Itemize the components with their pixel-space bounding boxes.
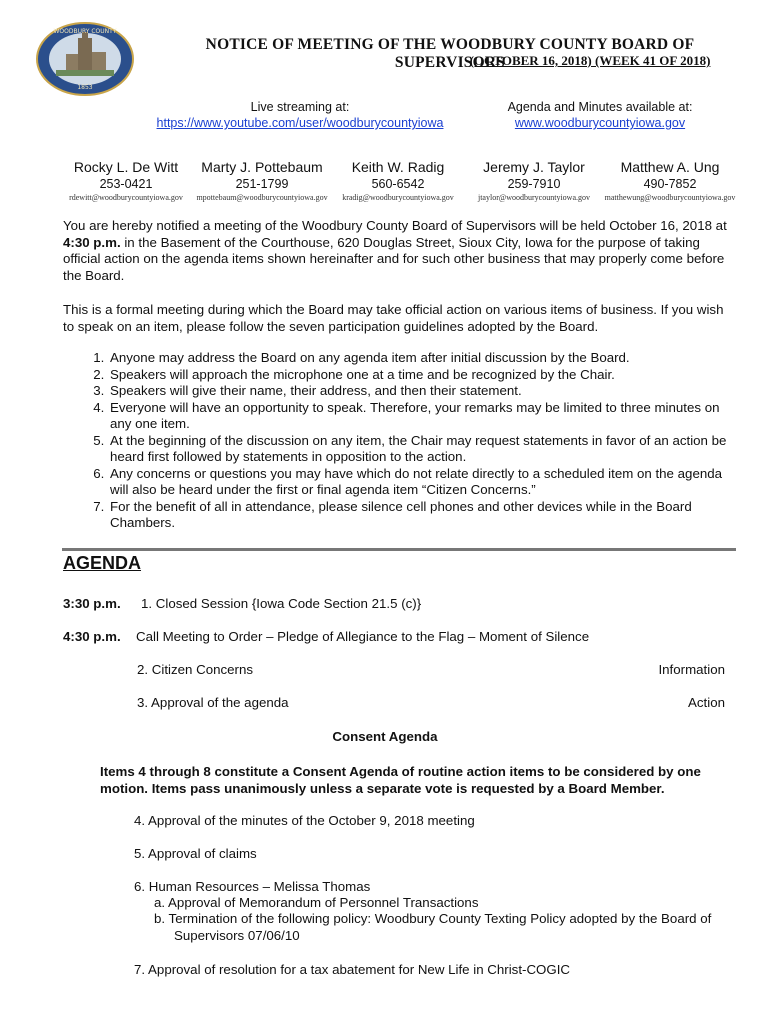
- county-seal: [36, 22, 134, 96]
- agenda-item-call-to-order: Call Meeting to Order – Pledge of Allegiance to the Flag – Moment of Silence: [136, 629, 590, 644]
- member-email[interactable]: matthewung@woodburycountyiowa.gov: [604, 193, 736, 202]
- member-phone: 259-7910: [507, 177, 561, 191]
- member-phone: 490-7852: [643, 177, 697, 191]
- board-member: [602, 158, 738, 204]
- agenda-item-7: 7. Approval of resolution for a tax abatement for New Life in Christ-COGIC: [134, 962, 571, 977]
- minutes-link[interactable]: www.woodburycountyiowa.gov: [514, 116, 686, 130]
- member-name: Jeremy J. Taylor: [483, 159, 585, 175]
- board-member: [58, 158, 194, 204]
- minutes-label: Agenda and Minutes available at:: [507, 100, 693, 114]
- guideline-item: 6. Any concerns or questions you may have which do not relate directly to a scheduled item on the agenda will also be heard under the first or final agenda item “Citizen Concerns.”: [108, 466, 733, 499]
- agenda-item-6b: b. Termination of the following policy: Woodbury County Texting Policy adopted by the Board of Supervisors 07/06/10: [154, 911, 712, 943]
- minutes-block: [470, 99, 730, 131]
- board-member: [330, 158, 466, 204]
- board-member: [194, 158, 330, 204]
- guideline-item: 3. Speakers will give their name, their address, and then their statement.: [108, 383, 733, 400]
- agenda-time: 3:30 p.m.: [63, 596, 121, 611]
- notice-text-end: in the Basement of the Courthouse, 620 Douglas Street, Sioux City, Iowa for the purpose of taking official action on the agenda items shown hereinafter and for such other business that may properly come before the Board.: [63, 234, 725, 283]
- item-type-information: Information: [658, 662, 725, 677]
- page-title: NOTICE OF MEETING OF THE WOODBURY COUNTY BOARD OF SUPERVISORS: [205, 36, 695, 71]
- meeting-date: (OCTOBER 16, 2018) (WEEK 41 OF 2018): [469, 53, 711, 68]
- guideline-item: 5. At the beginning of the discussion on any item, the Chair may request statements in favor of an action be heard first followed by statements in opposition to the action.: [108, 433, 733, 466]
- member-phone: 560-6542: [371, 177, 425, 191]
- agenda-item-4: 4. Approval of the minutes of the October 9, 2018 meeting: [134, 813, 475, 828]
- member-name: Matthew A. Ung: [620, 159, 720, 175]
- seal-year: 1853: [77, 84, 93, 91]
- guidelines-intro: This is a formal meeting during which the Board may take official action on various items of business. If you wish to speak on an item, please follow the seven participation guidelines adopted by the Board.: [63, 302, 724, 334]
- member-name: Marty J. Pottebaum: [201, 159, 323, 175]
- board-members: [58, 158, 738, 204]
- consent-agenda-note: Items 4 through 8 constitute a Consent Agenda of routine action items to be considered by one motion. Items pass unanimously unless a separate vote is requested by a Board Member.: [100, 764, 701, 796]
- member-phone: 253-0421: [99, 177, 153, 191]
- meeting-time: 4:30 p.m.: [63, 234, 121, 250]
- streaming-block: [150, 99, 450, 131]
- guideline-item: 1. Anyone may address the Board on any agenda item after initial discussion by the Board.: [108, 350, 733, 367]
- item-type-action: Action: [688, 695, 725, 710]
- agenda-item-3: 3. Approval of the agenda: [137, 695, 289, 710]
- member-email[interactable]: mpottebaum@woodburycountyiowa.gov: [196, 193, 328, 202]
- guideline-item: 4. Everyone will have an opportunity to speak. Therefore, your remarks may be limited to three minutes on any one item.: [108, 400, 733, 433]
- guideline-item: 7. For the benefit of all in attendance, please silence cell phones and other devices while in the Board Chambers.: [108, 499, 733, 532]
- guideline-item: 2. Speakers will approach the microphone one at a time and be recognized by the Chair.: [108, 367, 733, 384]
- member-phone: 251-1799: [235, 177, 289, 191]
- section-divider: [62, 548, 736, 551]
- streaming-link[interactable]: https://www.youtube.com/user/woodburycountyiowa: [156, 116, 444, 130]
- member-email[interactable]: jtaylor@woodburycountyiowa.gov: [477, 193, 590, 202]
- agenda-heading: AGENDA: [63, 553, 142, 573]
- seal-text: WOODBURY COUNTY: [53, 28, 117, 35]
- board-member: [466, 158, 602, 204]
- notice-text-start: You are hereby notified a meeting of the Woodbury County Board of Supervisors will be held October 16, 2018 at: [63, 218, 727, 233]
- agenda-item-5: 5. Approval of claims: [134, 846, 257, 861]
- consent-agenda-heading: Consent Agenda: [332, 729, 438, 744]
- agenda-item-6: 6. Human Resources – Melissa Thomas: [134, 879, 371, 894]
- agenda-time: 4:30 p.m.: [63, 629, 121, 644]
- agenda-item-2: 2. Citizen Concerns: [137, 662, 254, 677]
- agenda-item-1: 1. Closed Session {Iowa Code Section 21.5 (c)}: [141, 596, 422, 611]
- member-name: Rocky L. De Witt: [73, 159, 179, 175]
- agenda-item-6a: a. Approval of Memorandum of Personnel Transactions: [154, 895, 479, 910]
- member-email[interactable]: rdewitt@woodburycountyiowa.gov: [69, 193, 183, 202]
- notice-paragraph: [63, 218, 733, 284]
- member-name: Keith W. Radig: [351, 159, 445, 175]
- member-email[interactable]: kradig@woodburycountyiowa.gov: [342, 193, 454, 202]
- participation-guidelines: [63, 350, 733, 532]
- streaming-label: Live streaming at:: [250, 100, 350, 114]
